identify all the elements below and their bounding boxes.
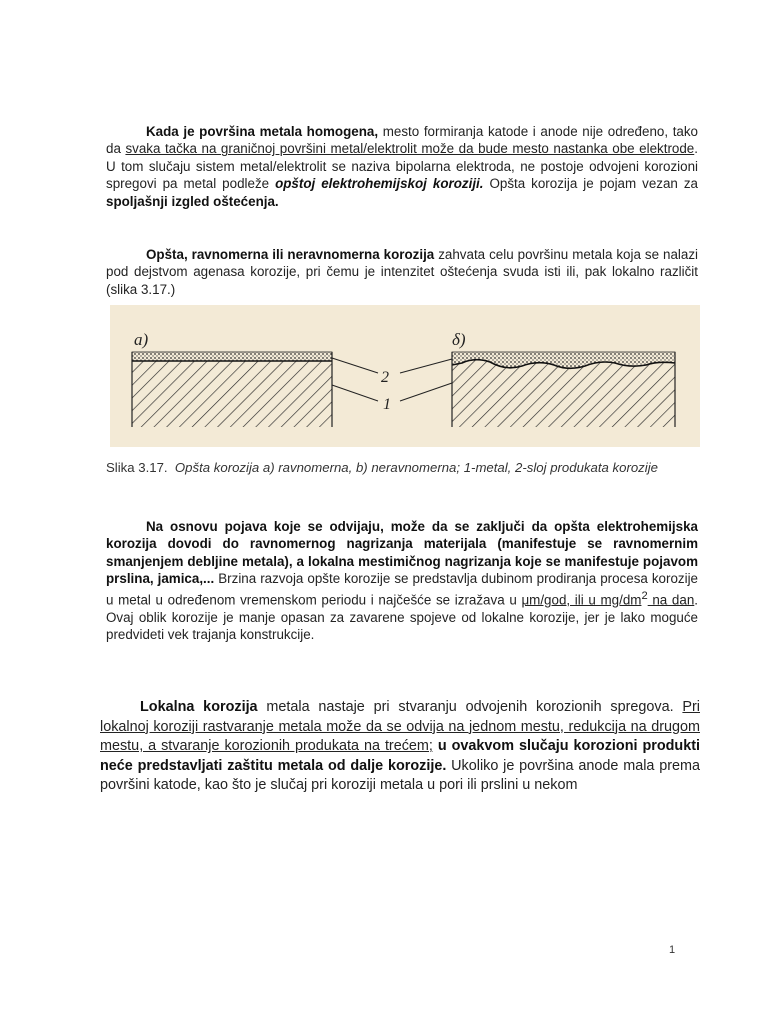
para3-text-a: Brzina razvoja opšte korozije se predstavlja dubinom prodiranja procesa korozije u metal u određenom vremenskom periodu i najčešće se izražava u [106,571,698,608]
paragraph-3-text [106,518,698,643]
paragraph-4-text [100,698,700,792]
para3-unit-underlined: μm/god, ili u mg/dm [521,592,642,608]
figure-3-17 [110,305,700,447]
label-1: 1 [383,396,391,413]
page-number: 1 [669,944,676,956]
corrosion-layer-uniform [132,352,332,361]
para1-text-b: . U tom slučaju sistem metal/elektrolit se naziva bipolarna elektroda, ne postoje odvojeni korozioni spregovi pa metal podleže [106,141,698,192]
para4-text-b: Ukoliko je površina anode mala prema površini katode, kao što je slučaj pri koroziji metala u pori ili prslini u nekom [100,757,700,792]
paragraph-general-corrosion [106,246,698,298]
label-2: 2 [381,369,389,386]
paragraph-2-text [106,246,698,298]
para1-text-c: Opšta korozija je pojam vezan za [483,176,698,192]
corrosion-diagram [110,305,700,447]
para3-unit-underlined-2: na dan [647,592,695,608]
para3-text-b: . Ovaj oblik korozije je manje opasan za zavarene spojeve od lokalne korozije, jer je lako moguće predvideti vek trajanja konstrukcije. [106,592,699,642]
para1-underlined: svaka tačka na graničnoj površini metal/elektrolit može da bude mesto nastanka obe elektrode [125,141,695,157]
para4-text-a: metala nastaje pri stvaranju odvojenih korozionih spregova. [257,699,683,715]
paragraph-conclusion [106,518,698,643]
caption-number: Slika 3.17. [106,460,168,475]
para3-bold-lead: Na osnovu pojava koje se odvijaju, može da se zaključi da opšta elektrohemijska korozija dovodi do ravnomernog nagrizanja materijala (manifestuje se ravnomernim smanjenjem debljine metala), a lokalna mestimičnog nagrizanja koje se manifestuje pojavom prslina, jamica,... [106,519,698,587]
label-a: a) [134,330,149,349]
metal-nonuniform [452,360,675,427]
para1-text-a: mesto formiranja katode i anode nije određeno, tako da [106,124,699,157]
para4-underlined: Pri lokalnoj koroziji rastvaranje metala može da se odvija na jednom mestu, redukcija na drugom mestu, a stvaranje korozionih produkata na trećem; [100,699,700,755]
para2-bold-lead: Opšta, ravnomerna ili neravnomerna korozija [146,247,435,262]
para1-bold-end: spoljašnji izgled oštećenja. [106,193,279,209]
para1-bold-italic: opštoj elektrohemijskoj koroziji. [275,176,484,192]
figure-caption [106,459,698,477]
para1-bold-lead: Kada je površina metala homogena, [146,124,379,139]
paragraph-4-clip [100,698,700,792]
paragraph-local-corrosion [100,698,700,792]
caption-text: Opšta korozija a) ravnomerna, b) neravnomerna; 1-metal, 2-sloj produkata korozije [174,460,658,475]
paragraph-homogeneous-surface [106,123,698,210]
para4-bold-lead: Lokalna korozija [140,699,258,715]
para2-text: zahvata celu površinu metala koja se nalazi pod dejstvom agenasa korozije, pri čemu je intenzitet oštećenja svuda isti ili, pak lokalno različit (slika 3.17.) [106,247,698,297]
para4-bold-mid: u ovakvom slučaju korozioni produkti neće predstavljati zaštitu metala od dalje korozije. [100,738,700,774]
paragraph-1-text [106,123,698,210]
metal-uniform [132,361,332,427]
para3-superscript: 2 [641,589,648,602]
label-b: δ) [452,330,466,349]
